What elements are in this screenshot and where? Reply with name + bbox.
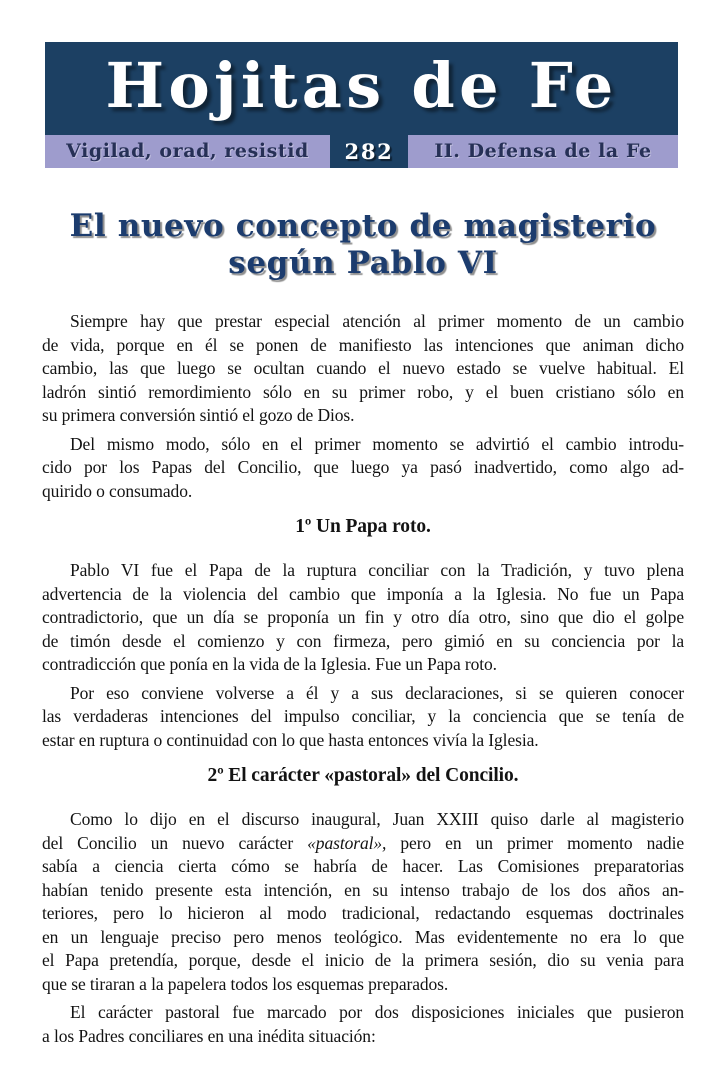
text-line: del Concilio un nuevo carácter «pastoral», pero en un primer momento nadie [42,832,684,853]
text-line: a los Padres conciliares en una inédita situación: [42,1025,376,1046]
text-line: Por eso conviene volverse a él y a sus declaraciones, si se quieren conocer [70,682,684,703]
paragraph [42,559,684,677]
text-line: sabía a ciencia cierta cómo se habría de hacer. Las Comisiones preparatorias [42,856,684,876]
text-line: habían tenido presente esta intención, en su intenso trabajo de los dos años an- [42,879,684,900]
section-cell [408,135,678,168]
paragraph [42,1001,684,1048]
text-line: de timón desde el comienzo y con firmeza, pero gimió en su conciencia por la [42,630,684,651]
section-heading: 2º El carácter «pastoral» del Concilio. [207,765,519,786]
text-line: Siempre hay que prestar especial atención al primer momento de un cambio [70,311,684,331]
text-line: estar en ruptura o continuidad con lo que hasta entonces vivía la Iglesia. [42,729,539,750]
paragraph [42,433,684,504]
motto-cell [45,135,330,168]
publication-title: Hojitas de Fe [105,48,618,122]
text-line: El carácter pastoral fue marcado por dos disposiciones iniciales que pusieron [70,1002,684,1022]
text-line: contradictorio, que un día se proponía un fin y otro día otro, sino que dio el golpe [42,607,684,627]
paragraph [42,310,684,428]
text-line: las verdaderas intenciones del impulso conciliar, y la conciencia que se tenía de [42,706,684,726]
text-line: el Papa pretendía, porque, desde el inicio de la primera sesión, dio su venia para [42,950,684,970]
article-body [42,310,684,1048]
text-line: ladrón sintió remordimiento sólo en su primer robo, y el buen cristiano sólo en [42,381,684,402]
text-line: su primera conversión sintió el gozo de Dios. [42,405,355,425]
issue-number: 282 [344,139,394,164]
text-line: cido por los Papas del Concilio, que luego ya pasó inadvertido, como algo ad- [42,457,684,477]
text-line: advertencia de la violencia del cambio que imponía a la Iglesia. No fue un Papa [42,583,684,604]
text-line: cambio, las que luego se ocultan cuando el nuevo estado se vuelve habitual. El [42,358,684,378]
text-line: Pablo VI fue el Papa de la ruptura conciliar con la Tradición, y tuvo plena [70,560,684,580]
document-page [0,42,724,1065]
text-line: teriores, pero lo hicieron al modo tradicional, redactando esquemas doctrinales [42,903,684,923]
paragraph [42,808,684,996]
text-line: Como lo dijo en el discurso inaugural, Juan XXIII quiso darle al magisterio [70,809,684,829]
article-title [42,208,684,282]
section-heading: 1º Un Papa roto. [295,516,431,537]
text-line: que se tiraran a la papelera todos los esquemas preparados. [42,973,449,994]
issue-number-box [330,135,408,168]
masthead [45,42,678,135]
text-line: de vida, porque en él se ponen de manifiesto las intenciones que animan dicho [42,334,684,355]
masthead-substrip [45,135,678,168]
article-title-line-2: según Pablo VI [228,245,498,281]
text-line: en un lenguaje preciso pero menos teológico. Mas evidentemente no era lo que [42,926,684,947]
text-line: quirido o consumado. [42,480,193,501]
paragraph [42,682,684,753]
masthead-banner [45,42,678,168]
text-line: contradicción que ponía en la vida de la Iglesia. Fue un Papa roto. [42,654,497,674]
article-title-line-1: El nuevo concepto de magisterio [69,208,657,244]
motto-text: Vigilad, orad, resistid [66,140,309,162]
section-label: II. Defensa de la Fe [434,140,652,162]
text-line: Del mismo modo, sólo en el primer momento se advirtió el cambio introdu- [70,433,684,454]
